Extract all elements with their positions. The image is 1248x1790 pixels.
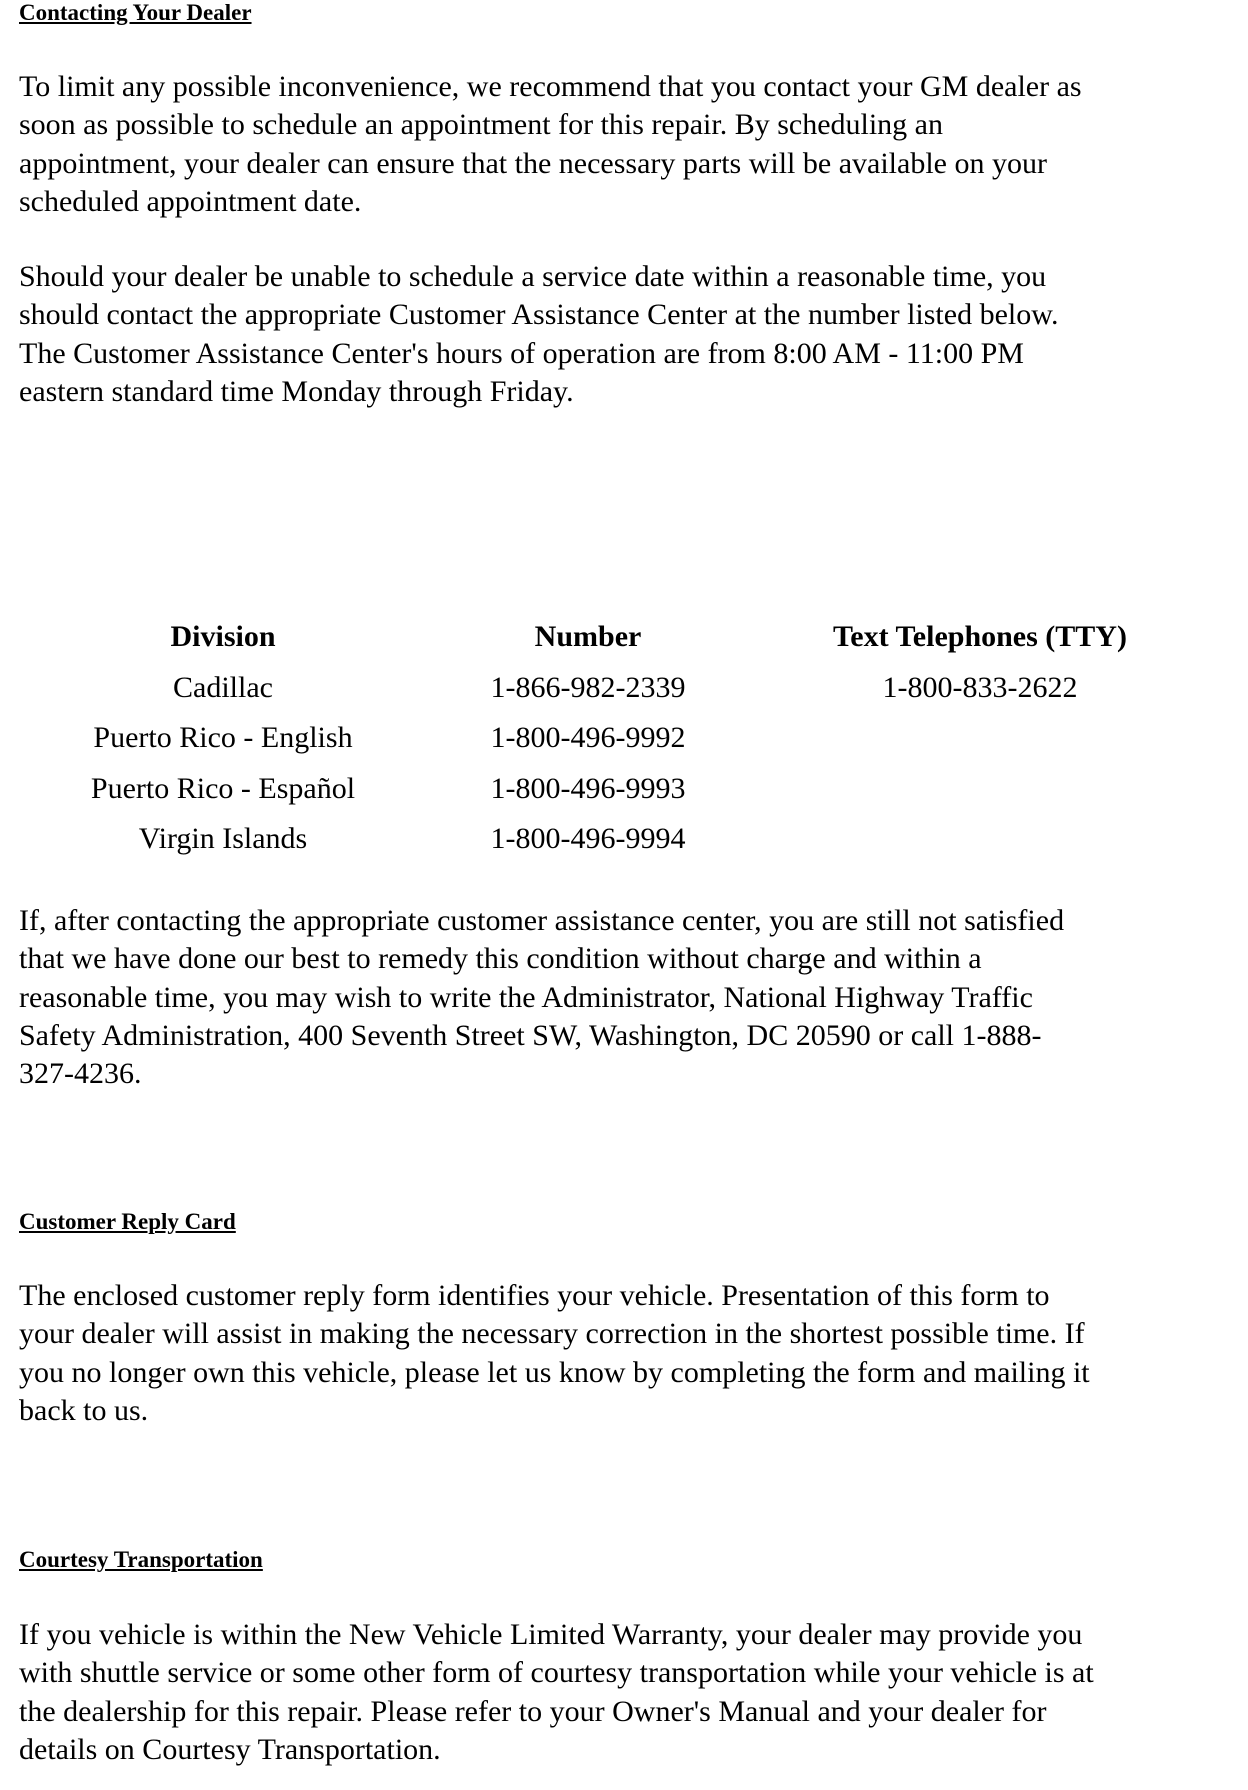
text-line: Should your dealer be unable to schedule a service date within a reasonable time, you xyxy=(19,260,1047,293)
paragraph-nhtsa xyxy=(19,902,1234,1093)
phone-number-cell: 1-800-496-9992 xyxy=(490,721,686,754)
phone-number-cell: 1-866-982-2339 xyxy=(490,670,686,704)
division-header: Division xyxy=(170,620,276,653)
text-line: soon as possible to schedule an appointment for this repair. By scheduling an xyxy=(19,108,943,142)
text-line: The enclosed customer reply form identifies your vehicle. Presentation of this form to xyxy=(19,1279,1050,1312)
division-column xyxy=(60,612,386,865)
text-line: appointment, your dealer can ensure that the necessary parts will be available on your xyxy=(19,146,1047,180)
text-line: your dealer will assist in making the necessary correction in the shortest possible time. If xyxy=(19,1317,1085,1351)
text-line: you no longer own this vehicle, please let us know by completing the form and mailing it xyxy=(19,1355,1090,1389)
text-line: should contact the appropriate Customer Assistance Center at the number listed below. xyxy=(19,298,1059,332)
heading-customer-reply-card: Customer Reply Card xyxy=(19,1209,236,1234)
division-cell: Virgin Islands xyxy=(138,822,308,855)
text-line: scheduled appointment date. xyxy=(19,184,362,218)
phone-number-cell: 1-800-496-9993 xyxy=(490,771,686,805)
text-line: reasonable time, you may wish to write the Administrator, National Highway Traffic xyxy=(19,980,1033,1014)
text-line: details on Courtesy Transportation. xyxy=(19,1732,441,1766)
text-line: with shuttle service or some other form of courtesy transportation while your vehicle is at xyxy=(19,1656,1094,1690)
paragraph-reply-card xyxy=(19,1277,1234,1430)
phone-number-cell: 1-800-496-9994 xyxy=(490,822,686,855)
paragraph-courtesy-transportation xyxy=(19,1616,1234,1769)
division-cell: Cadillac xyxy=(173,670,273,704)
text-line: 327-4236. xyxy=(19,1057,142,1091)
text-line: To limit any possible inconvenience, we recommend that you contact your GM dealer as xyxy=(19,70,1082,103)
heading-courtesy-transportation: Courtesy Transportation xyxy=(19,1547,263,1572)
text-line: eastern standard time Monday through Friday. xyxy=(19,374,574,408)
text-line: the dealership for this repair. Please refer to your Owner's Manual and your dealer for xyxy=(19,1694,1047,1728)
text-line: back to us. xyxy=(19,1393,149,1427)
division-cell: Puerto Rico - Español xyxy=(90,771,356,805)
text-line: If, after contacting the appropriate customer assistance center, you are still not satisfied xyxy=(19,904,1065,937)
text-line: that we have done our best to remedy this condition without charge and within a xyxy=(19,942,982,976)
heading-contacting-your-dealer: Contacting Your Dealer xyxy=(19,0,252,25)
text-line: If you vehicle is within the New Vehicle Limited Warranty, your dealer may provide you xyxy=(19,1618,1083,1651)
text-line: Safety Administration, 400 Seventh Street SW, Washington, DC 20590 or call 1-888- xyxy=(19,1018,1042,1052)
number-header: Number xyxy=(534,620,642,653)
number-column xyxy=(458,612,718,865)
tty-number-cell: 1-800-833-2622 xyxy=(882,670,1078,704)
text-line: The Customer Assistance Center's hours of operation are from 8:00 AM - 11:00 PM xyxy=(19,336,1024,370)
paragraph-contact-dealer xyxy=(19,68,1234,221)
paragraph-customer-assistance xyxy=(19,258,1234,411)
tty-column xyxy=(800,612,1160,713)
division-cell: Puerto Rico - English xyxy=(93,721,353,754)
tty-header: Text Telephones (TTY) xyxy=(833,620,1127,653)
